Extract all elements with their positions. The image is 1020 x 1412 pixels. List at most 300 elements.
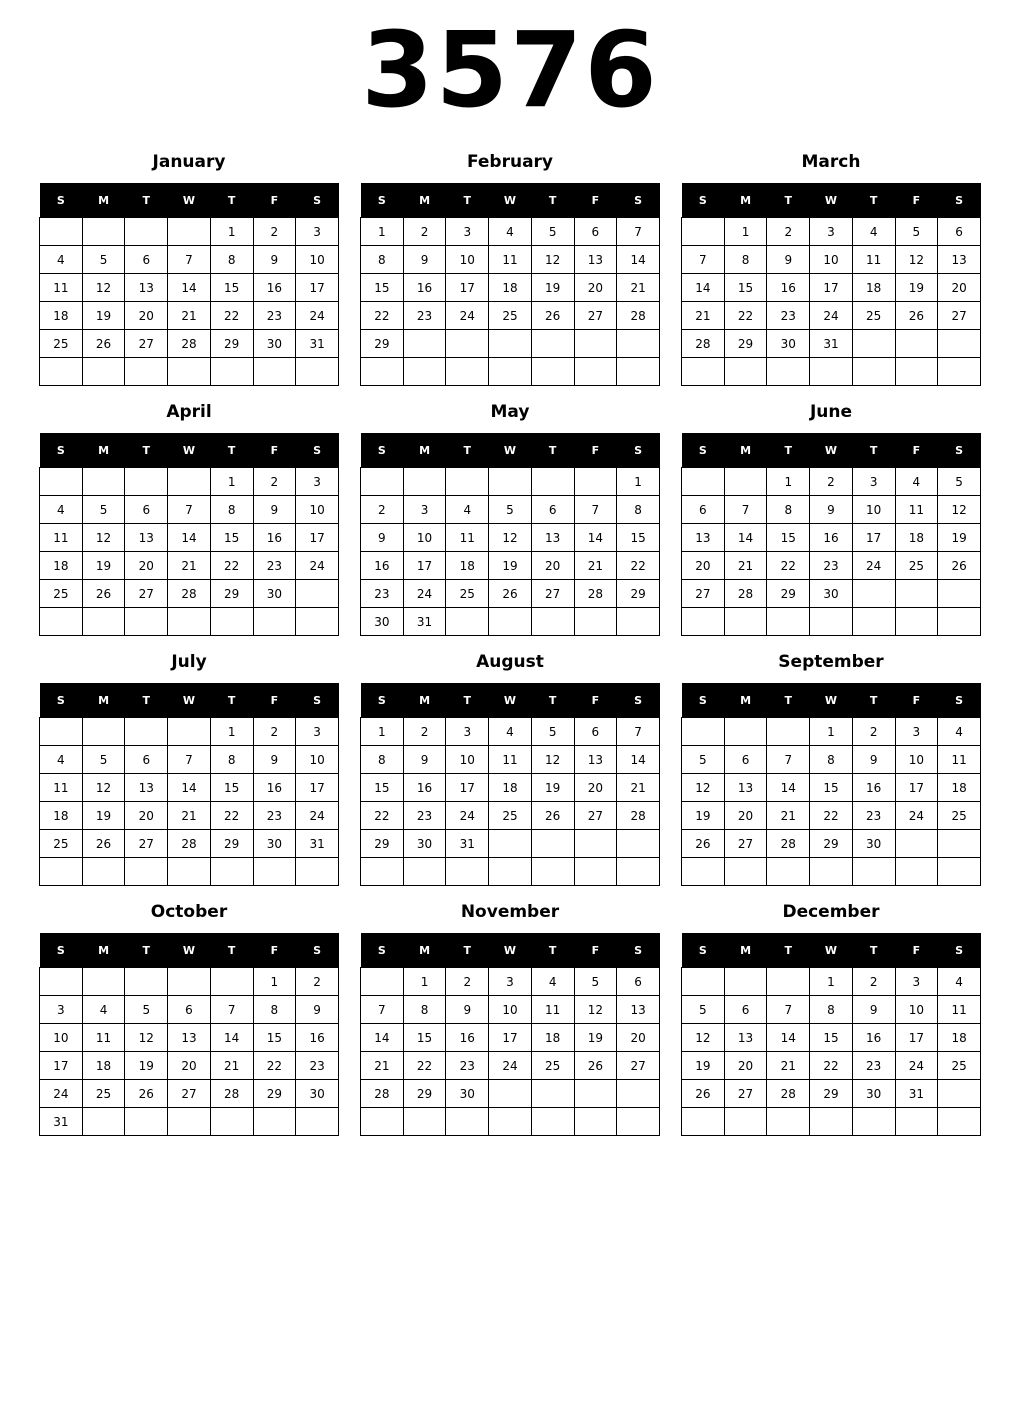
day-cell[interactable]: 23 — [253, 802, 296, 830]
day-cell[interactable]: 31 — [446, 830, 489, 858]
day-cell[interactable]: 7 — [574, 496, 617, 524]
day-cell[interactable]: 23 — [253, 302, 296, 330]
day-cell[interactable]: 14 — [574, 524, 617, 552]
day-cell[interactable]: 20 — [531, 552, 574, 580]
day-cell[interactable]: 27 — [125, 580, 168, 608]
day-cell[interactable]: 5 — [938, 468, 981, 496]
day-cell[interactable]: 23 — [767, 302, 810, 330]
day-cell[interactable]: 30 — [296, 1080, 339, 1108]
day-cell[interactable]: 20 — [574, 774, 617, 802]
day-cell[interactable]: 3 — [810, 218, 853, 246]
day-cell[interactable]: 28 — [361, 1080, 404, 1108]
day-cell[interactable]: 13 — [574, 246, 617, 274]
day-cell[interactable]: 16 — [253, 774, 296, 802]
day-cell[interactable]: 3 — [40, 996, 83, 1024]
day-cell[interactable]: 7 — [682, 246, 725, 274]
day-cell[interactable]: 9 — [253, 496, 296, 524]
day-cell[interactable]: 15 — [210, 774, 253, 802]
day-cell[interactable]: 7 — [617, 218, 660, 246]
day-cell[interactable]: 16 — [296, 1024, 339, 1052]
day-cell[interactable]: 24 — [446, 302, 489, 330]
day-cell[interactable]: 1 — [361, 718, 404, 746]
day-cell[interactable]: 24 — [40, 1080, 83, 1108]
day-cell[interactable]: 21 — [168, 302, 211, 330]
day-cell[interactable]: 16 — [767, 274, 810, 302]
day-cell[interactable]: 28 — [574, 580, 617, 608]
day-cell[interactable]: 27 — [938, 302, 981, 330]
day-cell[interactable]: 27 — [125, 830, 168, 858]
day-cell[interactable]: 24 — [852, 552, 895, 580]
day-cell[interactable]: 5 — [82, 246, 125, 274]
day-cell[interactable]: 3 — [403, 496, 446, 524]
day-cell[interactable]: 19 — [489, 552, 532, 580]
day-cell[interactable]: 15 — [767, 524, 810, 552]
day-cell[interactable]: 28 — [168, 830, 211, 858]
day-cell[interactable]: 7 — [767, 996, 810, 1024]
day-cell[interactable]: 20 — [724, 802, 767, 830]
day-cell[interactable]: 31 — [810, 330, 853, 358]
day-cell[interactable]: 4 — [938, 718, 981, 746]
day-cell[interactable]: 17 — [296, 774, 339, 802]
day-cell[interactable]: 26 — [82, 830, 125, 858]
day-cell[interactable]: 21 — [767, 1052, 810, 1080]
day-cell[interactable]: 8 — [361, 746, 404, 774]
day-cell[interactable]: 13 — [125, 274, 168, 302]
day-cell[interactable]: 23 — [852, 1052, 895, 1080]
day-cell[interactable]: 31 — [40, 1108, 83, 1136]
day-cell[interactable]: 31 — [296, 330, 339, 358]
day-cell[interactable]: 2 — [361, 496, 404, 524]
day-cell[interactable]: 16 — [403, 274, 446, 302]
day-cell[interactable]: 26 — [938, 552, 981, 580]
day-cell[interactable]: 26 — [682, 1080, 725, 1108]
day-cell[interactable]: 27 — [574, 302, 617, 330]
day-cell[interactable]: 2 — [253, 218, 296, 246]
day-cell[interactable]: 25 — [40, 830, 83, 858]
day-cell[interactable]: 1 — [724, 218, 767, 246]
day-cell[interactable]: 20 — [168, 1052, 211, 1080]
day-cell[interactable]: 22 — [767, 552, 810, 580]
day-cell[interactable]: 21 — [617, 774, 660, 802]
day-cell[interactable]: 11 — [489, 746, 532, 774]
day-cell[interactable]: 29 — [403, 1080, 446, 1108]
day-cell[interactable]: 27 — [574, 802, 617, 830]
day-cell[interactable]: 13 — [938, 246, 981, 274]
day-cell[interactable]: 28 — [682, 330, 725, 358]
day-cell[interactable]: 30 — [446, 1080, 489, 1108]
day-cell[interactable]: 24 — [895, 1052, 938, 1080]
day-cell[interactable]: 15 — [403, 1024, 446, 1052]
day-cell[interactable]: 25 — [938, 1052, 981, 1080]
day-cell[interactable]: 15 — [210, 524, 253, 552]
day-cell[interactable]: 22 — [253, 1052, 296, 1080]
day-cell[interactable]: 8 — [210, 496, 253, 524]
day-cell[interactable]: 17 — [895, 1024, 938, 1052]
day-cell[interactable]: 25 — [40, 580, 83, 608]
day-cell[interactable]: 20 — [125, 552, 168, 580]
day-cell[interactable]: 29 — [253, 1080, 296, 1108]
day-cell[interactable]: 8 — [810, 746, 853, 774]
day-cell[interactable]: 18 — [40, 802, 83, 830]
day-cell[interactable]: 11 — [82, 1024, 125, 1052]
day-cell[interactable]: 29 — [767, 580, 810, 608]
day-cell[interactable]: 7 — [168, 496, 211, 524]
day-cell[interactable]: 3 — [852, 468, 895, 496]
day-cell[interactable]: 7 — [168, 746, 211, 774]
day-cell[interactable]: 10 — [403, 524, 446, 552]
day-cell[interactable]: 12 — [489, 524, 532, 552]
day-cell[interactable]: 22 — [210, 802, 253, 830]
day-cell[interactable]: 3 — [446, 218, 489, 246]
day-cell[interactable]: 15 — [361, 774, 404, 802]
day-cell[interactable]: 15 — [724, 274, 767, 302]
day-cell[interactable]: 7 — [724, 496, 767, 524]
day-cell[interactable]: 13 — [125, 774, 168, 802]
day-cell[interactable]: 21 — [574, 552, 617, 580]
day-cell[interactable]: 28 — [210, 1080, 253, 1108]
day-cell[interactable]: 18 — [40, 552, 83, 580]
day-cell[interactable]: 25 — [446, 580, 489, 608]
day-cell[interactable]: 2 — [810, 468, 853, 496]
day-cell[interactable]: 24 — [895, 802, 938, 830]
day-cell[interactable]: 10 — [446, 246, 489, 274]
day-cell[interactable]: 16 — [403, 774, 446, 802]
day-cell[interactable]: 3 — [296, 468, 339, 496]
day-cell[interactable]: 1 — [361, 218, 404, 246]
day-cell[interactable]: 25 — [82, 1080, 125, 1108]
day-cell[interactable]: 7 — [767, 746, 810, 774]
day-cell[interactable]: 11 — [938, 746, 981, 774]
day-cell[interactable]: 28 — [617, 802, 660, 830]
day-cell[interactable]: 26 — [489, 580, 532, 608]
day-cell[interactable]: 8 — [767, 496, 810, 524]
day-cell[interactable]: 22 — [210, 552, 253, 580]
day-cell[interactable]: 29 — [724, 330, 767, 358]
day-cell[interactable]: 17 — [296, 274, 339, 302]
day-cell[interactable]: 16 — [446, 1024, 489, 1052]
day-cell[interactable]: 11 — [895, 496, 938, 524]
day-cell[interactable]: 31 — [895, 1080, 938, 1108]
day-cell[interactable]: 14 — [682, 274, 725, 302]
day-cell[interactable]: 22 — [810, 802, 853, 830]
day-cell[interactable]: 4 — [446, 496, 489, 524]
day-cell[interactable]: 31 — [296, 830, 339, 858]
day-cell[interactable]: 21 — [617, 274, 660, 302]
day-cell[interactable]: 17 — [895, 774, 938, 802]
day-cell[interactable]: 3 — [296, 218, 339, 246]
day-cell[interactable]: 22 — [361, 302, 404, 330]
day-cell[interactable]: 6 — [125, 496, 168, 524]
day-cell[interactable]: 7 — [361, 996, 404, 1024]
day-cell[interactable]: 8 — [210, 746, 253, 774]
day-cell[interactable]: 4 — [938, 968, 981, 996]
day-cell[interactable]: 16 — [852, 1024, 895, 1052]
day-cell[interactable]: 13 — [574, 746, 617, 774]
day-cell[interactable]: 23 — [810, 552, 853, 580]
day-cell[interactable]: 12 — [938, 496, 981, 524]
day-cell[interactable]: 29 — [361, 830, 404, 858]
day-cell[interactable]: 5 — [895, 218, 938, 246]
day-cell[interactable]: 10 — [852, 496, 895, 524]
day-cell[interactable]: 19 — [682, 1052, 725, 1080]
day-cell[interactable]: 22 — [724, 302, 767, 330]
day-cell[interactable]: 11 — [40, 524, 83, 552]
day-cell[interactable]: 27 — [617, 1052, 660, 1080]
day-cell[interactable]: 19 — [895, 274, 938, 302]
day-cell[interactable]: 10 — [810, 246, 853, 274]
day-cell[interactable]: 19 — [82, 802, 125, 830]
day-cell[interactable]: 25 — [489, 302, 532, 330]
day-cell[interactable]: 3 — [296, 718, 339, 746]
day-cell[interactable]: 4 — [852, 218, 895, 246]
day-cell[interactable]: 23 — [852, 802, 895, 830]
day-cell[interactable]: 15 — [361, 274, 404, 302]
day-cell[interactable]: 10 — [296, 246, 339, 274]
day-cell[interactable]: 23 — [403, 302, 446, 330]
day-cell[interactable]: 19 — [125, 1052, 168, 1080]
day-cell[interactable]: 15 — [810, 774, 853, 802]
day-cell[interactable]: 30 — [361, 608, 404, 636]
day-cell[interactable]: 6 — [617, 968, 660, 996]
day-cell[interactable]: 4 — [489, 718, 532, 746]
day-cell[interactable]: 11 — [40, 774, 83, 802]
day-cell[interactable]: 12 — [895, 246, 938, 274]
day-cell[interactable]: 17 — [852, 524, 895, 552]
day-cell[interactable]: 22 — [617, 552, 660, 580]
day-cell[interactable]: 5 — [82, 496, 125, 524]
day-cell[interactable]: 24 — [296, 802, 339, 830]
day-cell[interactable]: 8 — [810, 996, 853, 1024]
day-cell[interactable]: 5 — [531, 718, 574, 746]
day-cell[interactable]: 18 — [489, 274, 532, 302]
day-cell[interactable]: 11 — [531, 996, 574, 1024]
day-cell[interactable]: 18 — [531, 1024, 574, 1052]
day-cell[interactable]: 18 — [446, 552, 489, 580]
day-cell[interactable]: 27 — [682, 580, 725, 608]
day-cell[interactable]: 9 — [852, 746, 895, 774]
day-cell[interactable]: 5 — [682, 746, 725, 774]
day-cell[interactable]: 16 — [253, 524, 296, 552]
day-cell[interactable]: 22 — [361, 802, 404, 830]
day-cell[interactable]: 25 — [895, 552, 938, 580]
day-cell[interactable]: 10 — [895, 996, 938, 1024]
day-cell[interactable]: 25 — [938, 802, 981, 830]
day-cell[interactable]: 14 — [767, 774, 810, 802]
day-cell[interactable]: 9 — [253, 746, 296, 774]
day-cell[interactable]: 12 — [125, 1024, 168, 1052]
day-cell[interactable]: 6 — [125, 746, 168, 774]
day-cell[interactable]: 29 — [810, 830, 853, 858]
day-cell[interactable]: 20 — [617, 1024, 660, 1052]
day-cell[interactable]: 7 — [617, 718, 660, 746]
day-cell[interactable]: 29 — [361, 330, 404, 358]
day-cell[interactable]: 21 — [724, 552, 767, 580]
day-cell[interactable]: 20 — [125, 802, 168, 830]
day-cell[interactable]: 17 — [40, 1052, 83, 1080]
day-cell[interactable]: 24 — [446, 802, 489, 830]
day-cell[interactable]: 14 — [168, 774, 211, 802]
day-cell[interactable]: 5 — [125, 996, 168, 1024]
day-cell[interactable]: 11 — [852, 246, 895, 274]
day-cell[interactable]: 16 — [810, 524, 853, 552]
day-cell[interactable]: 11 — [446, 524, 489, 552]
day-cell[interactable]: 24 — [810, 302, 853, 330]
day-cell[interactable]: 2 — [296, 968, 339, 996]
day-cell[interactable]: 30 — [253, 580, 296, 608]
day-cell[interactable]: 22 — [810, 1052, 853, 1080]
day-cell[interactable]: 1 — [210, 468, 253, 496]
day-cell[interactable]: 21 — [168, 552, 211, 580]
day-cell[interactable]: 26 — [82, 580, 125, 608]
day-cell[interactable]: 25 — [852, 302, 895, 330]
day-cell[interactable]: 29 — [617, 580, 660, 608]
day-cell[interactable]: 19 — [682, 802, 725, 830]
day-cell[interactable]: 9 — [253, 246, 296, 274]
day-cell[interactable]: 9 — [852, 996, 895, 1024]
day-cell[interactable]: 2 — [767, 218, 810, 246]
day-cell[interactable]: 2 — [852, 968, 895, 996]
day-cell[interactable]: 13 — [617, 996, 660, 1024]
day-cell[interactable]: 25 — [489, 802, 532, 830]
day-cell[interactable]: 16 — [852, 774, 895, 802]
day-cell[interactable]: 8 — [361, 246, 404, 274]
day-cell[interactable]: 28 — [168, 330, 211, 358]
day-cell[interactable]: 4 — [531, 968, 574, 996]
day-cell[interactable]: 5 — [489, 496, 532, 524]
day-cell[interactable]: 27 — [531, 580, 574, 608]
day-cell[interactable]: 14 — [210, 1024, 253, 1052]
day-cell[interactable]: 1 — [403, 968, 446, 996]
day-cell[interactable]: 30 — [253, 330, 296, 358]
day-cell[interactable]: 23 — [253, 552, 296, 580]
day-cell[interactable]: 6 — [682, 496, 725, 524]
day-cell[interactable]: 13 — [724, 774, 767, 802]
day-cell[interactable]: 24 — [296, 552, 339, 580]
day-cell[interactable]: 1 — [767, 468, 810, 496]
day-cell[interactable]: 12 — [82, 774, 125, 802]
day-cell[interactable]: 15 — [617, 524, 660, 552]
day-cell[interactable]: 6 — [724, 996, 767, 1024]
day-cell[interactable]: 3 — [895, 968, 938, 996]
day-cell[interactable]: 13 — [531, 524, 574, 552]
day-cell[interactable]: 14 — [617, 746, 660, 774]
day-cell[interactable]: 21 — [767, 802, 810, 830]
day-cell[interactable]: 13 — [125, 524, 168, 552]
day-cell[interactable]: 17 — [296, 524, 339, 552]
day-cell[interactable]: 18 — [938, 1024, 981, 1052]
day-cell[interactable]: 17 — [489, 1024, 532, 1052]
day-cell[interactable]: 28 — [767, 1080, 810, 1108]
day-cell[interactable]: 18 — [40, 302, 83, 330]
day-cell[interactable]: 1 — [810, 968, 853, 996]
day-cell[interactable]: 18 — [938, 774, 981, 802]
day-cell[interactable]: 3 — [446, 718, 489, 746]
day-cell[interactable]: 6 — [938, 218, 981, 246]
day-cell[interactable]: 21 — [210, 1052, 253, 1080]
day-cell[interactable]: 8 — [253, 996, 296, 1024]
day-cell[interactable]: 2 — [852, 718, 895, 746]
day-cell[interactable]: 14 — [617, 246, 660, 274]
day-cell[interactable]: 20 — [724, 1052, 767, 1080]
day-cell[interactable]: 12 — [574, 996, 617, 1024]
day-cell[interactable]: 21 — [682, 302, 725, 330]
day-cell[interactable]: 12 — [531, 246, 574, 274]
day-cell[interactable]: 31 — [403, 608, 446, 636]
day-cell[interactable]: 15 — [210, 274, 253, 302]
day-cell[interactable]: 17 — [403, 552, 446, 580]
day-cell[interactable]: 20 — [125, 302, 168, 330]
day-cell[interactable]: 8 — [403, 996, 446, 1024]
day-cell[interactable]: 30 — [403, 830, 446, 858]
day-cell[interactable]: 6 — [125, 246, 168, 274]
day-cell[interactable]: 10 — [446, 746, 489, 774]
day-cell[interactable]: 12 — [682, 774, 725, 802]
day-cell[interactable]: 19 — [531, 274, 574, 302]
day-cell[interactable]: 25 — [531, 1052, 574, 1080]
day-cell[interactable]: 2 — [403, 218, 446, 246]
day-cell[interactable]: 2 — [253, 468, 296, 496]
day-cell[interactable]: 1 — [253, 968, 296, 996]
day-cell[interactable]: 4 — [82, 996, 125, 1024]
day-cell[interactable]: 29 — [210, 330, 253, 358]
day-cell[interactable]: 10 — [296, 496, 339, 524]
day-cell[interactable]: 11 — [40, 274, 83, 302]
day-cell[interactable]: 2 — [403, 718, 446, 746]
day-cell[interactable]: 1 — [810, 718, 853, 746]
day-cell[interactable]: 19 — [82, 552, 125, 580]
day-cell[interactable]: 10 — [296, 746, 339, 774]
day-cell[interactable]: 15 — [253, 1024, 296, 1052]
day-cell[interactable]: 2 — [253, 718, 296, 746]
day-cell[interactable]: 11 — [489, 246, 532, 274]
day-cell[interactable]: 5 — [682, 996, 725, 1024]
day-cell[interactable]: 26 — [574, 1052, 617, 1080]
day-cell[interactable]: 9 — [403, 746, 446, 774]
day-cell[interactable]: 2 — [446, 968, 489, 996]
day-cell[interactable]: 6 — [168, 996, 211, 1024]
day-cell[interactable]: 29 — [810, 1080, 853, 1108]
day-cell[interactable]: 1 — [210, 718, 253, 746]
day-cell[interactable]: 7 — [168, 246, 211, 274]
day-cell[interactable]: 12 — [682, 1024, 725, 1052]
day-cell[interactable]: 13 — [168, 1024, 211, 1052]
day-cell[interactable]: 5 — [574, 968, 617, 996]
day-cell[interactable]: 15 — [810, 1024, 853, 1052]
day-cell[interactable]: 29 — [210, 830, 253, 858]
day-cell[interactable]: 13 — [682, 524, 725, 552]
day-cell[interactable]: 28 — [724, 580, 767, 608]
day-cell[interactable]: 4 — [40, 496, 83, 524]
day-cell[interactable]: 22 — [210, 302, 253, 330]
day-cell[interactable]: 18 — [895, 524, 938, 552]
day-cell[interactable]: 19 — [82, 302, 125, 330]
day-cell[interactable]: 4 — [489, 218, 532, 246]
day-cell[interactable]: 20 — [938, 274, 981, 302]
day-cell[interactable]: 17 — [446, 274, 489, 302]
day-cell[interactable]: 26 — [895, 302, 938, 330]
day-cell[interactable]: 21 — [168, 802, 211, 830]
day-cell[interactable]: 19 — [531, 774, 574, 802]
day-cell[interactable]: 3 — [895, 718, 938, 746]
day-cell[interactable]: 14 — [168, 274, 211, 302]
day-cell[interactable]: 6 — [724, 746, 767, 774]
day-cell[interactable]: 23 — [446, 1052, 489, 1080]
day-cell[interactable]: 8 — [210, 246, 253, 274]
day-cell[interactable]: 24 — [403, 580, 446, 608]
day-cell[interactable]: 26 — [531, 802, 574, 830]
day-cell[interactable]: 16 — [361, 552, 404, 580]
day-cell[interactable]: 13 — [724, 1024, 767, 1052]
